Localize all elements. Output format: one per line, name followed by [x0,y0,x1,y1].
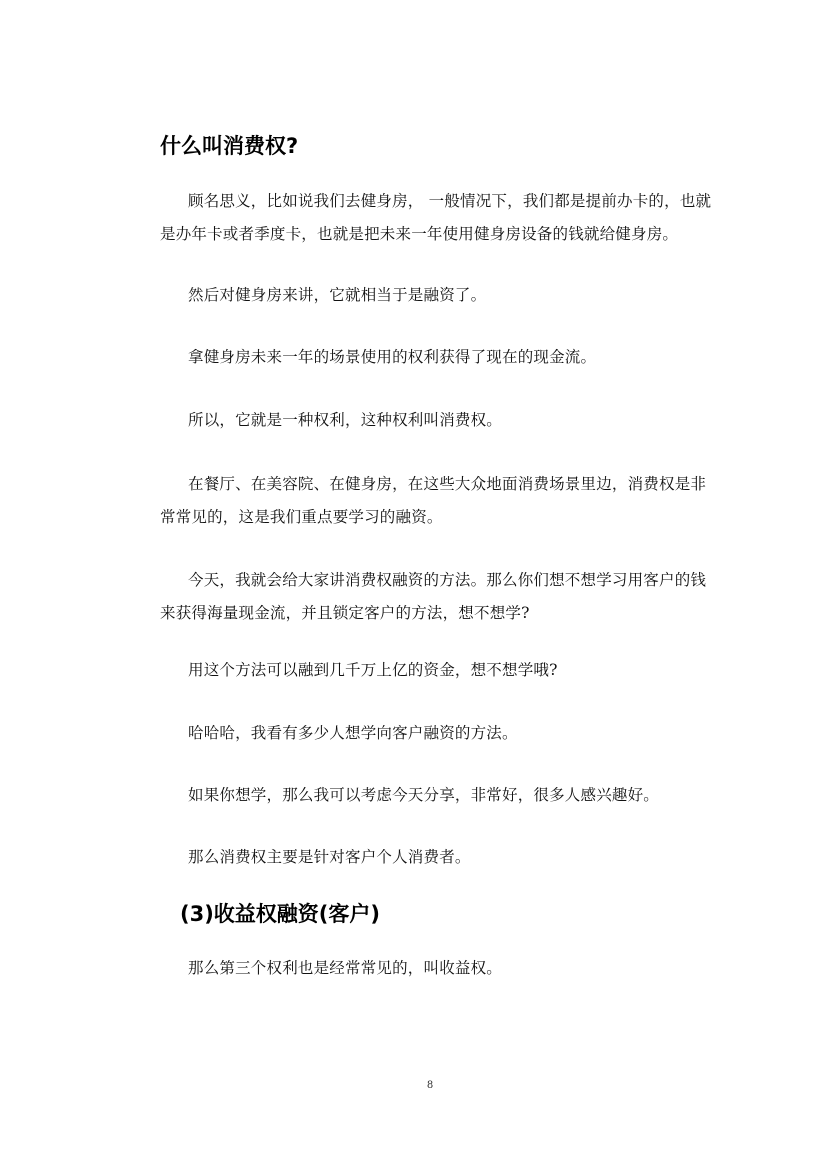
paragraph [188,717,518,750]
paragraph [188,841,471,874]
paragraph [188,779,659,812]
paragraph [188,279,486,312]
text-line: 那么消费权主要是针对客户个人消费者。 [188,848,471,866]
paragraph [160,564,706,630]
text-line: 来获得海量现金流，并且锁定客户的方法，想不想学? [160,604,530,622]
text-line: 哈哈哈，我看有多少人想学向客户融资的方法。 [188,724,518,742]
paragraph [160,185,711,251]
text-line: 在餐厅、在美容院、在健身房，在这些大众地面消费场景里边，消费权是非 [188,475,707,493]
paragraph [188,654,558,687]
paragraph [160,468,706,534]
text-line: 然后对健身房来讲，它就相当于是融资了。 [188,286,487,304]
text-line: 常常见的，这是我们重点要学习的融资。 [160,508,443,526]
paragraph [188,404,502,437]
text-line: 拿健身房未来一年的场景使用的权利获得了现在的现金流。 [188,348,597,366]
section-heading: 什么叫消费权? [160,134,299,158]
text-line: 如果你想学，那么我可以考虑今天分享，非常好，很多人感兴趣好。 [188,786,660,804]
text-line: 顾名思义，比如说我们去健身房， 一般情况下，我们都是提前办卡的，也就 [188,192,712,210]
page-number: 8 [426,1080,434,1091]
text-line: 用这个方法可以融到几千万上亿的资金，想不想学哦? [188,661,558,679]
paragraph [188,341,596,374]
text-line: 所以，它就是一种权利，这种权利叫消费权。 [188,411,503,429]
text-line: 是办年卡或者季度卡，也就是把未来一年使用健身房设备的钱就给健身房。 [160,225,679,243]
text-line: 那么第三个权利也是经常常见的，叫收益权。 [188,959,503,977]
subsection-heading: (3)收益权融资(客户) [180,902,381,926]
paragraph [188,952,502,985]
text-line: 今天，我就会给大家讲消费权融资的方法。那么你们想不想学习用客户的钱 [188,571,707,589]
